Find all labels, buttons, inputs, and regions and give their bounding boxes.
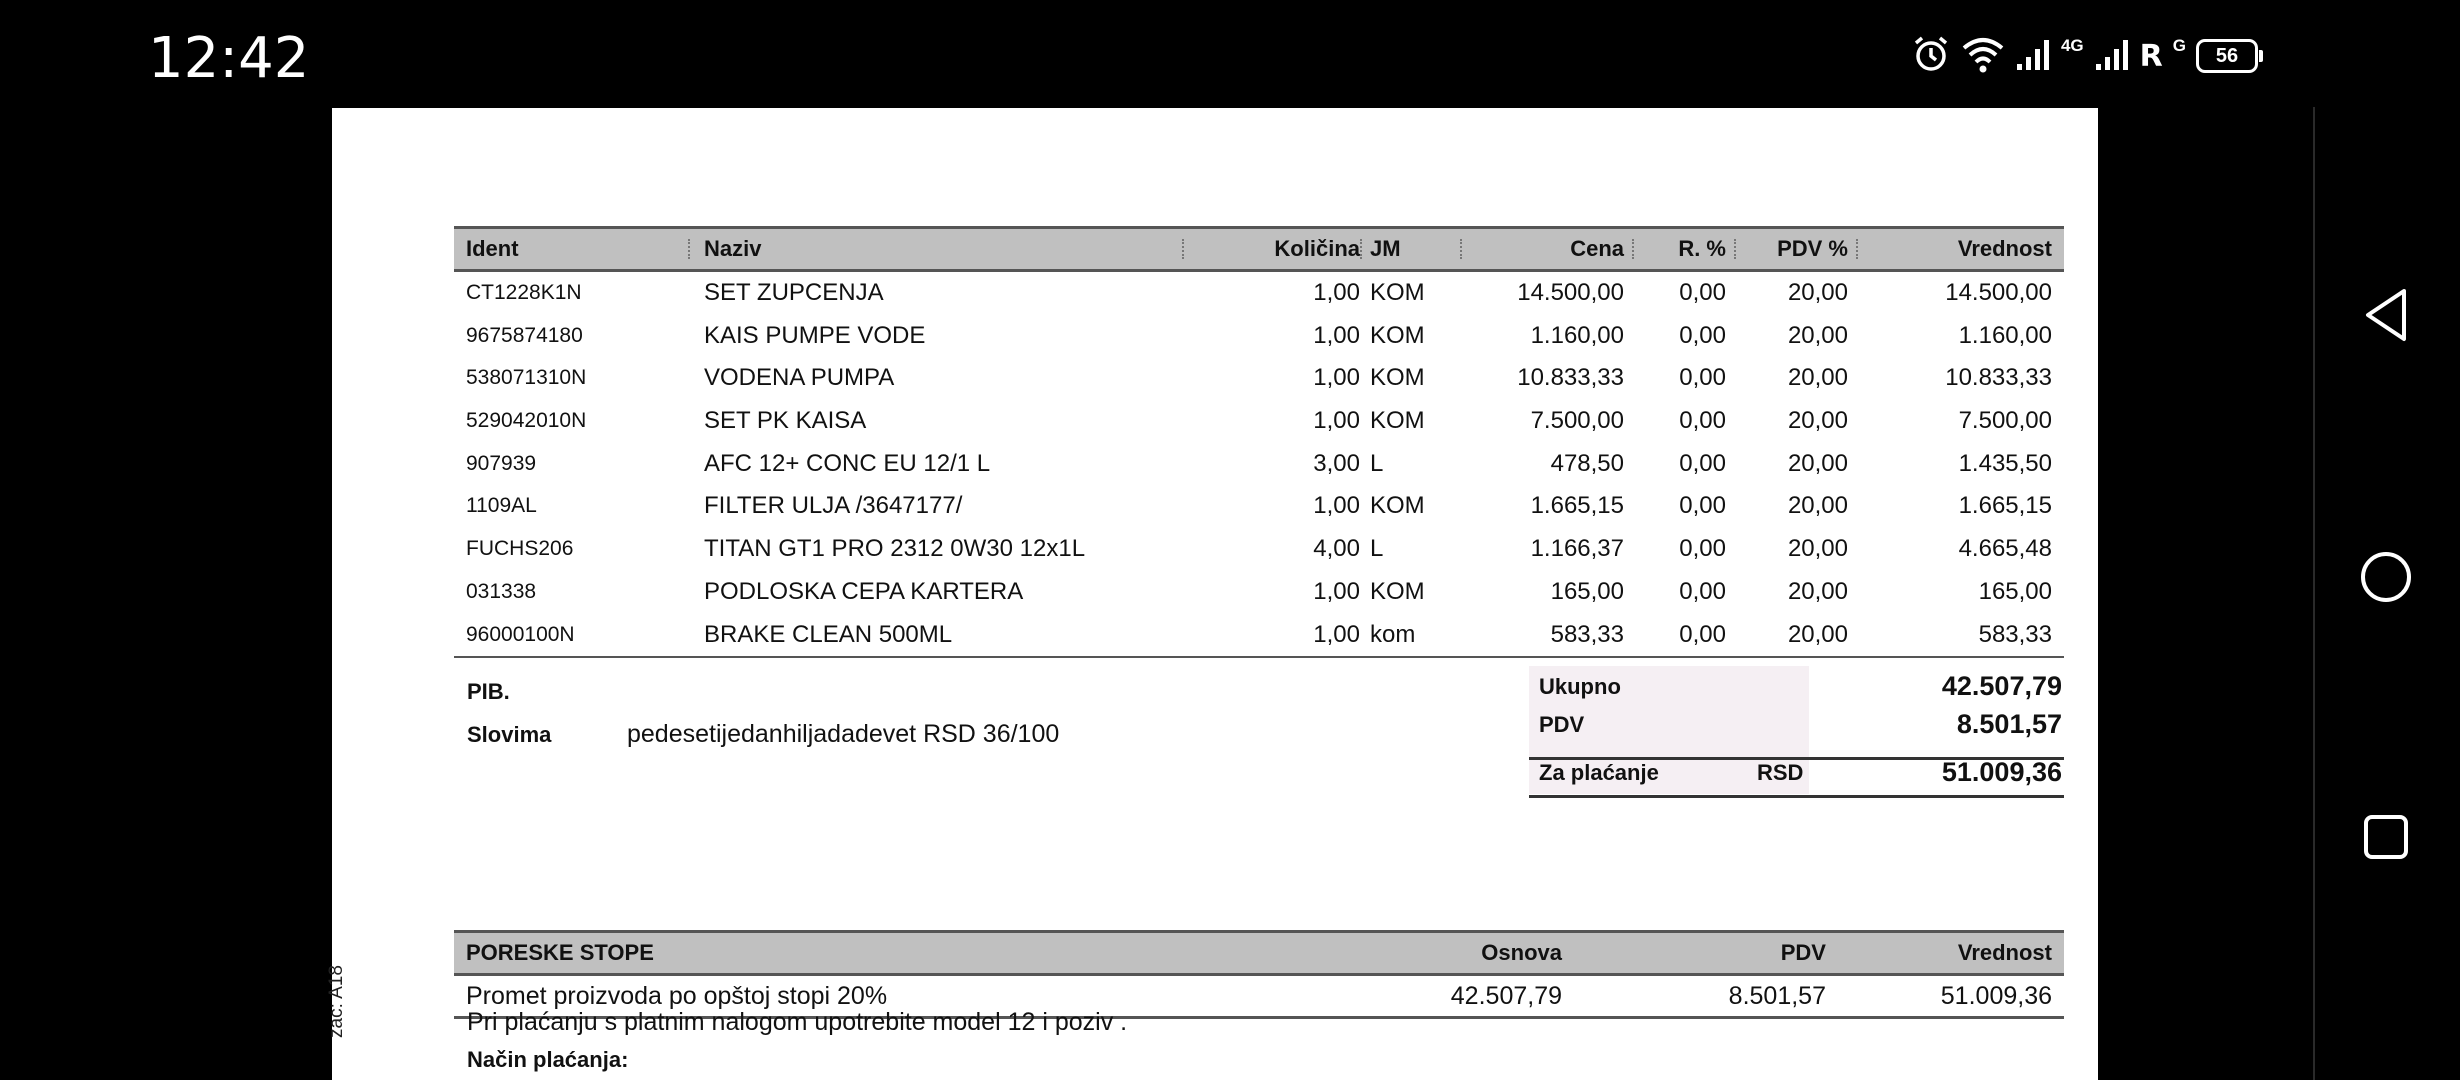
tax-rate-vrednost: 51.009,36 bbox=[1940, 982, 2052, 1010]
roaming-label: R bbox=[2139, 38, 2163, 74]
cell-naziv: AFC 12+ CONC EU 12/1 L bbox=[704, 449, 991, 477]
network-type-label-2: G bbox=[2172, 36, 2186, 55]
cell-vrednost: 4.665,48 bbox=[1958, 535, 2052, 563]
col-osnova: Osnova bbox=[1481, 940, 1562, 965]
cell-rabat: 0,00 bbox=[1679, 449, 1726, 477]
clock: 12:42 bbox=[148, 26, 310, 91]
network-type-label: 4G bbox=[2060, 36, 2084, 55]
col-naziv: Naziv bbox=[704, 236, 762, 261]
cell-cena: 7.500,00 bbox=[1530, 407, 1624, 435]
table-row bbox=[454, 571, 2064, 614]
column-divider bbox=[1460, 239, 1464, 259]
cell-cena: 10.833,33 bbox=[1517, 364, 1624, 392]
cell-kolicina: 1,00 bbox=[1313, 620, 1360, 648]
cell-ident: CT1228K1N bbox=[466, 281, 582, 304]
status-bar bbox=[0, 0, 2460, 107]
currency-label: RSD bbox=[1757, 760, 1804, 785]
cell-ident: 538071310N bbox=[466, 366, 587, 390]
total-ukupno-row bbox=[1529, 666, 2064, 704]
items-table bbox=[454, 226, 2064, 658]
cell-pdv: 20,00 bbox=[1787, 321, 1848, 349]
tax-rates-title: PORESKE STOPE bbox=[466, 940, 654, 965]
items-table-body bbox=[454, 272, 2064, 658]
cell-kolicina: 1,00 bbox=[1313, 577, 1360, 605]
cell-vrednost: 1.435,50 bbox=[1958, 449, 2052, 477]
cell-ident: 907939 bbox=[466, 451, 537, 475]
totals-divider bbox=[1529, 795, 2064, 798]
cell-ident: FUCHS206 bbox=[466, 537, 574, 561]
tax-rates-header bbox=[454, 930, 2064, 976]
cell-ident: 1109AL bbox=[466, 494, 537, 518]
za-placanje-value: 51.009,36 bbox=[1941, 757, 2062, 787]
totals-box bbox=[1529, 666, 2064, 809]
slovima-value: pedesetijedanhiljadadevet RSD 36/100 bbox=[627, 720, 1060, 748]
column-divider bbox=[1856, 239, 1860, 259]
pib-label: PIB. bbox=[467, 679, 510, 704]
total-pdv-row bbox=[1529, 704, 2064, 742]
table-row bbox=[454, 357, 2064, 400]
table-row bbox=[454, 614, 2064, 657]
cell-rabat: 0,00 bbox=[1679, 492, 1726, 520]
table-row bbox=[454, 272, 2064, 315]
col-cena: Cena bbox=[1570, 236, 1624, 261]
cell-jm: KOM bbox=[1370, 492, 1425, 520]
cell-rabat: 0,00 bbox=[1679, 364, 1726, 392]
cell-naziv: VODENA PUMPA bbox=[704, 364, 895, 392]
battery-icon bbox=[2196, 39, 2258, 73]
wifi-icon bbox=[1961, 34, 2005, 79]
tax-rate-pdv: 8.501,57 bbox=[1728, 982, 1826, 1010]
col-vrednost: Vrednost bbox=[1957, 236, 2052, 261]
cell-kolicina: 1,00 bbox=[1313, 407, 1360, 435]
recents-icon bbox=[2362, 813, 2410, 866]
cell-kolicina: 1,00 bbox=[1313, 279, 1360, 306]
cell-naziv: TITAN GT1 PRO 2312 0W30 12x1L bbox=[704, 535, 1086, 563]
za-placanje-label: Za plaćanje bbox=[1539, 760, 1659, 785]
cell-pdv: 20,00 bbox=[1787, 364, 1848, 392]
col-rabat: R. % bbox=[1678, 236, 1726, 261]
cell-ident: 529042010N bbox=[466, 409, 587, 433]
payment-note: Pri plaćanju s platnim nalogom upotrebite model 12 i poziv . bbox=[467, 1008, 1128, 1036]
cell-ident: 9675874180 bbox=[466, 323, 583, 347]
cell-jm: KOM bbox=[1370, 577, 1425, 605]
cell-cena: 1.166,37 bbox=[1530, 535, 1624, 563]
cell-vrednost: 14.500,00 bbox=[1945, 279, 2052, 306]
status-icons bbox=[1911, 34, 2258, 78]
battery-level: 56 bbox=[2215, 44, 2239, 67]
column-divider bbox=[1734, 239, 1738, 259]
ukupno-value: 42.507,79 bbox=[1941, 671, 2062, 701]
cell-jm: kom bbox=[1370, 620, 1416, 648]
cell-naziv: BRAKE CLEAN 500ML bbox=[704, 620, 953, 648]
col-pdv: PDV % bbox=[1777, 236, 1848, 261]
table-row bbox=[454, 528, 2064, 571]
cell-naziv: PODLOSKA CEPA KARTERA bbox=[704, 577, 1024, 605]
col-kolicina: Količina bbox=[1274, 236, 1360, 261]
ukupno-label: Ukupno bbox=[1539, 674, 1621, 699]
cell-kolicina: 3,00 bbox=[1313, 449, 1360, 477]
table-row bbox=[454, 315, 2064, 358]
col-jm: JM bbox=[1370, 236, 1401, 261]
cell-jm: KOM bbox=[1370, 407, 1425, 435]
cell-pdv: 20,00 bbox=[1787, 620, 1848, 648]
cell-vrednost: 7.500,00 bbox=[1958, 407, 2052, 435]
alarm-icon bbox=[1911, 34, 1951, 79]
cell-kolicina: 1,00 bbox=[1313, 364, 1360, 392]
cell-rabat: 0,00 bbox=[1679, 535, 1726, 563]
signal-icon bbox=[2094, 36, 2130, 77]
cell-rabat: 0,00 bbox=[1679, 577, 1726, 605]
cell-rabat: 0,00 bbox=[1679, 279, 1726, 306]
cell-jm: KOM bbox=[1370, 364, 1425, 392]
cell-vrednost: 1.160,00 bbox=[1958, 321, 2052, 349]
cell-jm: KOM bbox=[1370, 279, 1425, 306]
slovima-label: Slovima bbox=[467, 722, 552, 747]
recents-button[interactable] bbox=[2346, 799, 2426, 879]
cell-jm: KOM bbox=[1370, 321, 1425, 349]
cell-rabat: 0,00 bbox=[1679, 620, 1726, 648]
col-pdv: PDV bbox=[1780, 940, 1826, 965]
home-icon bbox=[2359, 550, 2413, 609]
column-divider bbox=[1360, 239, 1364, 259]
cell-naziv: FILTER ULJA /3647177/ bbox=[704, 492, 963, 520]
cell-jm: L bbox=[1370, 449, 1384, 477]
cell-kolicina: 1,00 bbox=[1313, 321, 1360, 349]
cell-cena: 583,33 bbox=[1550, 620, 1624, 648]
back-icon bbox=[2362, 287, 2410, 348]
cell-vrednost: 165,00 bbox=[1978, 577, 2052, 605]
cell-jm: L bbox=[1370, 535, 1384, 563]
cell-cena: 478,50 bbox=[1550, 449, 1624, 477]
back-button[interactable] bbox=[2346, 277, 2426, 357]
cell-naziv: SET ZUPCENJA bbox=[704, 279, 884, 306]
tax-rate-label: Promet proizvoda po opštoj stopi 20% bbox=[466, 982, 888, 1010]
cell-cena: 1.665,15 bbox=[1530, 492, 1624, 520]
cell-cena: 1.160,00 bbox=[1530, 321, 1624, 349]
navigation-bar bbox=[2314, 107, 2460, 1080]
items-table-header bbox=[454, 226, 2064, 272]
cell-ident: 96000100N bbox=[466, 622, 575, 646]
payment-method-label: Način plaćanja: bbox=[467, 1047, 629, 1072]
tax-rate-osnova: 42.507,79 bbox=[1450, 982, 1562, 1010]
cell-pdv: 20,00 bbox=[1787, 492, 1848, 520]
cell-naziv: SET PK KAISA bbox=[704, 407, 867, 435]
pdv-value: 8.501,57 bbox=[1956, 709, 2062, 739]
cell-cena: 165,00 bbox=[1550, 577, 1624, 605]
signal-icon bbox=[2015, 36, 2051, 77]
column-divider bbox=[688, 239, 692, 259]
side-tag: zac: A18 bbox=[326, 965, 347, 1038]
cell-pdv: 20,00 bbox=[1787, 577, 1848, 605]
column-divider bbox=[1182, 239, 1186, 259]
table-row bbox=[454, 443, 2064, 486]
tax-rates-table bbox=[454, 930, 2064, 1019]
col-ident: Ident bbox=[466, 236, 519, 261]
cell-vrednost: 583,33 bbox=[1978, 620, 2052, 648]
table-row bbox=[454, 485, 2064, 528]
cell-ident: 031338 bbox=[466, 579, 537, 603]
cell-pdv: 20,00 bbox=[1787, 535, 1848, 563]
pdv-label: PDV bbox=[1539, 712, 1585, 737]
cell-kolicina: 4,00 bbox=[1313, 535, 1360, 563]
cell-pdv: 20,00 bbox=[1787, 407, 1848, 435]
cell-pdv: 20,00 bbox=[1787, 449, 1848, 477]
cell-rabat: 0,00 bbox=[1679, 321, 1726, 349]
cell-pdv: 20,00 bbox=[1787, 279, 1848, 306]
cell-rabat: 0,00 bbox=[1679, 407, 1726, 435]
col-vrednost: Vrednost bbox=[1957, 940, 2052, 965]
table-row bbox=[454, 400, 2064, 443]
total-za-placanje-row bbox=[1529, 752, 2064, 790]
cell-cena: 14.500,00 bbox=[1517, 279, 1624, 306]
document-page[interactable] bbox=[326, 108, 2098, 1080]
cell-vrednost: 1.665,15 bbox=[1958, 492, 2052, 520]
cell-vrednost: 10.833,33 bbox=[1945, 364, 2052, 392]
home-button[interactable] bbox=[2346, 539, 2426, 619]
cell-kolicina: 1,00 bbox=[1313, 492, 1360, 520]
column-divider bbox=[1632, 239, 1636, 259]
cell-naziv: KAIS PUMPE VODE bbox=[704, 321, 926, 349]
